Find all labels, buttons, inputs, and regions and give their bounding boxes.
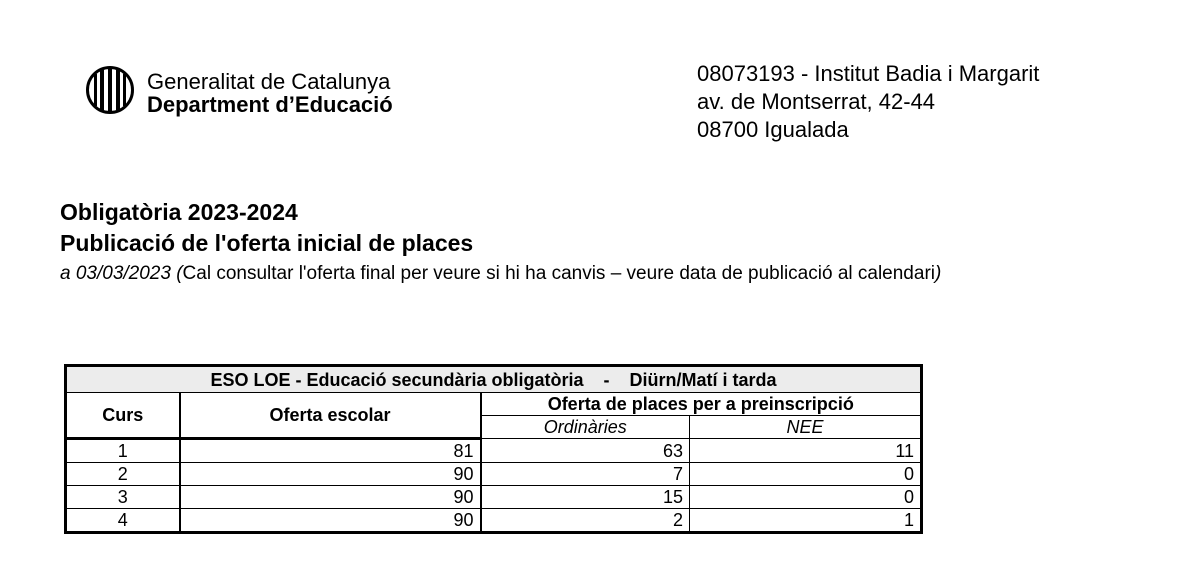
- places-table: [64, 364, 923, 534]
- cell-curs: 2: [66, 463, 180, 486]
- column-header-group: Oferta de places per a preinscripció: [481, 393, 922, 416]
- school-street: av. de Montserrat, 42-44: [697, 89, 936, 114]
- cell-oferta: 90: [180, 486, 481, 509]
- page-subtitle: Publicació de l'oferta inicial de places: [60, 230, 474, 256]
- cell-nee: 0: [690, 463, 922, 486]
- cell-curs: 1: [66, 439, 180, 463]
- cell-ordinaries: 7: [481, 463, 690, 486]
- school-city: 08700 Igualada: [697, 117, 849, 142]
- cell-oferta: 90: [180, 509, 481, 533]
- table-row: [66, 509, 922, 533]
- table-title: ESO LOE - Educació secundària obligatòria - Diürn/Matí i tarda: [66, 366, 922, 393]
- table-row: [66, 486, 922, 509]
- cell-ordinaries: 2: [481, 509, 690, 533]
- department-name: Department d’Educació: [147, 92, 393, 117]
- cell-oferta: 81: [180, 439, 481, 463]
- cell-oferta: 90: [180, 463, 481, 486]
- organization-name: Generalitat de Catalunya: [147, 69, 391, 94]
- page-title: Obligatòria 2023-2024: [60, 199, 298, 225]
- cell-ordinaries: 15: [481, 486, 690, 509]
- table-row: [66, 439, 922, 463]
- cell-curs: 3: [66, 486, 180, 509]
- publication-date: a 03/03/2023 (: [60, 263, 183, 284]
- column-header-nee: NEE: [690, 416, 922, 439]
- cell-nee: 1: [690, 509, 922, 533]
- table-title-row: [66, 366, 922, 393]
- school-name: 08073193 - Institut Badia i Margarit: [697, 61, 1040, 86]
- cell-curs: 4: [66, 509, 180, 533]
- cell-nee: 0: [690, 486, 922, 509]
- cell-nee: 11: [690, 439, 922, 463]
- table-row: [66, 463, 922, 486]
- publication-note: [60, 262, 941, 286]
- column-header-curs: Curs: [66, 393, 180, 439]
- publication-note-suffix: ): [935, 263, 942, 284]
- cell-ordinaries: 63: [481, 439, 690, 463]
- table-header-row: [66, 393, 922, 416]
- column-header-oferta: Oferta escolar: [180, 393, 481, 439]
- column-header-ordinaries: Ordinàries: [481, 416, 690, 439]
- generalitat-logo-icon: [86, 66, 134, 114]
- publication-note-text: Cal consultar l'oferta final per veure si hi ha canvis – veure data de publicació al calendari: [182, 263, 935, 284]
